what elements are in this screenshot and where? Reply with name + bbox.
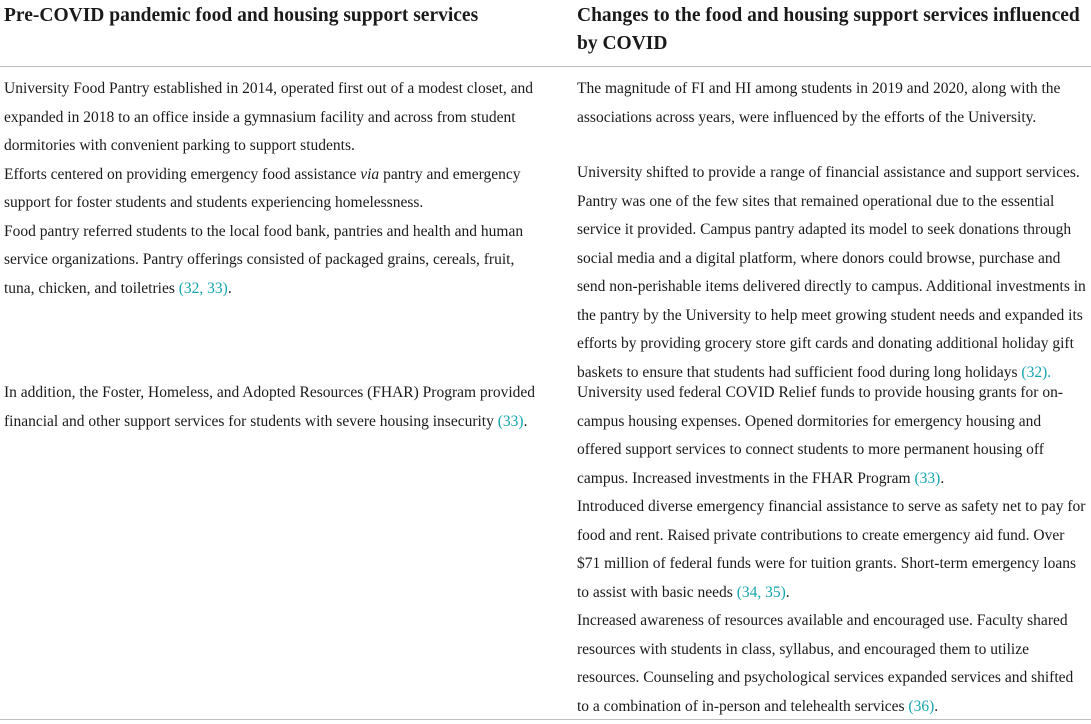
citation-link[interactable]: (34, 35): [736, 583, 786, 601]
citation-link[interactable]: (32).: [1021, 363, 1052, 381]
text-span: University shifted to provide a range of financial assistance and support services. Pantry was one of the few sites that remained operational due to the essential service it provided. Campus pantry adapted its model to seek donations through social media and a digital platform, where donors could browse, purchase and send non-perishable items delivered directly to campus. Additional investments in the pantry by the University to help meet growing student needs and expanded its efforts by providing grocery store gift cards and donating additional holiday gift baskets to ensure that students had sufficient food during long holidays: [577, 164, 1086, 381]
citation-link[interactable]: (36): [908, 697, 935, 715]
cell-covid-overview: [577, 75, 1089, 132]
cell-pre-covid-housing: [4, 379, 544, 436]
citation-link[interactable]: (32, 33): [178, 279, 228, 297]
period: .: [227, 279, 232, 297]
period: .: [940, 469, 945, 487]
header-rule: [0, 66, 1091, 67]
text-span: Food pantry referred students to the local food bank, pantries and health and human service organizations. Pantry offerings consisted of packaged grains, cereals, fruit, tuna, chicken, and toiletries: [4, 222, 524, 297]
cell-pre-covid-food: [4, 75, 544, 303]
italic-text: via: [360, 165, 380, 183]
table-header-covid-changes: Changes to the food and housing support services influenced by COVID: [577, 5, 1080, 54]
paragraph: The magnitude of FI and HI among students in 2019 and 2020, along with the associations across years, were influenced by the efforts of the University.: [577, 80, 1061, 126]
cell-covid-housing: [577, 379, 1089, 721]
text-span: Efforts centered on providing emergency food assistance: [4, 165, 361, 183]
paragraph: [4, 218, 544, 304]
paragraph: [577, 379, 1089, 493]
citation-link[interactable]: (33): [497, 412, 524, 430]
text-span: Increased awareness of resources available and encouraged use. Faculty shared resources with students in class, syllabus, and encouraged them to utilize resources. Counseling and psychological services expanded services and shifted to a combination of in-person and telehealth services: [577, 612, 1074, 715]
paragraph: University Food Pantry established in 2014, operated first out of a modest closet, and expanded in 2018 to an office inside a gymnasium facility and across from student dormitories with convenient parking to support students.: [4, 80, 534, 154]
paragraph: [4, 379, 544, 436]
paragraph: [577, 493, 1089, 607]
text-span: In addition, the Foster, Homeless, and Adopted Resources (FHAR) Program provided financial and other support services for students with severe housing insecurity: [4, 384, 536, 430]
paragraph: [577, 607, 1089, 721]
table-header-pre-covid: Pre-COVID pandemic food and housing support services: [4, 5, 479, 26]
text-span: Introduced diverse emergency financial assistance to serve as safety net to pay for food and rent. Raised private contributions to create emergency aid fund. Over $71 million of federal funds were for tuition grants. Short-term emergency loans to assist with basic needs: [577, 498, 1086, 601]
paragraph: [577, 159, 1089, 387]
period: .: [785, 583, 790, 601]
cell-covid-food: [577, 159, 1089, 387]
text-span: University used federal COVID Relief funds to provide housing grants for on-campus housing expenses. Opened dormitories for emergency housing and offered support services to connect students to more permanent housing off campus. Increased investments in the FHAR Program: [577, 384, 1063, 487]
citation-link[interactable]: (33): [914, 469, 941, 487]
text-span: pantry and emergency support for foster students and students experiencing homelessness.: [4, 165, 521, 211]
period: .: [934, 697, 939, 715]
bottom-rule: [0, 719, 1091, 720]
period: .: [523, 412, 528, 430]
paragraph: [4, 161, 544, 218]
